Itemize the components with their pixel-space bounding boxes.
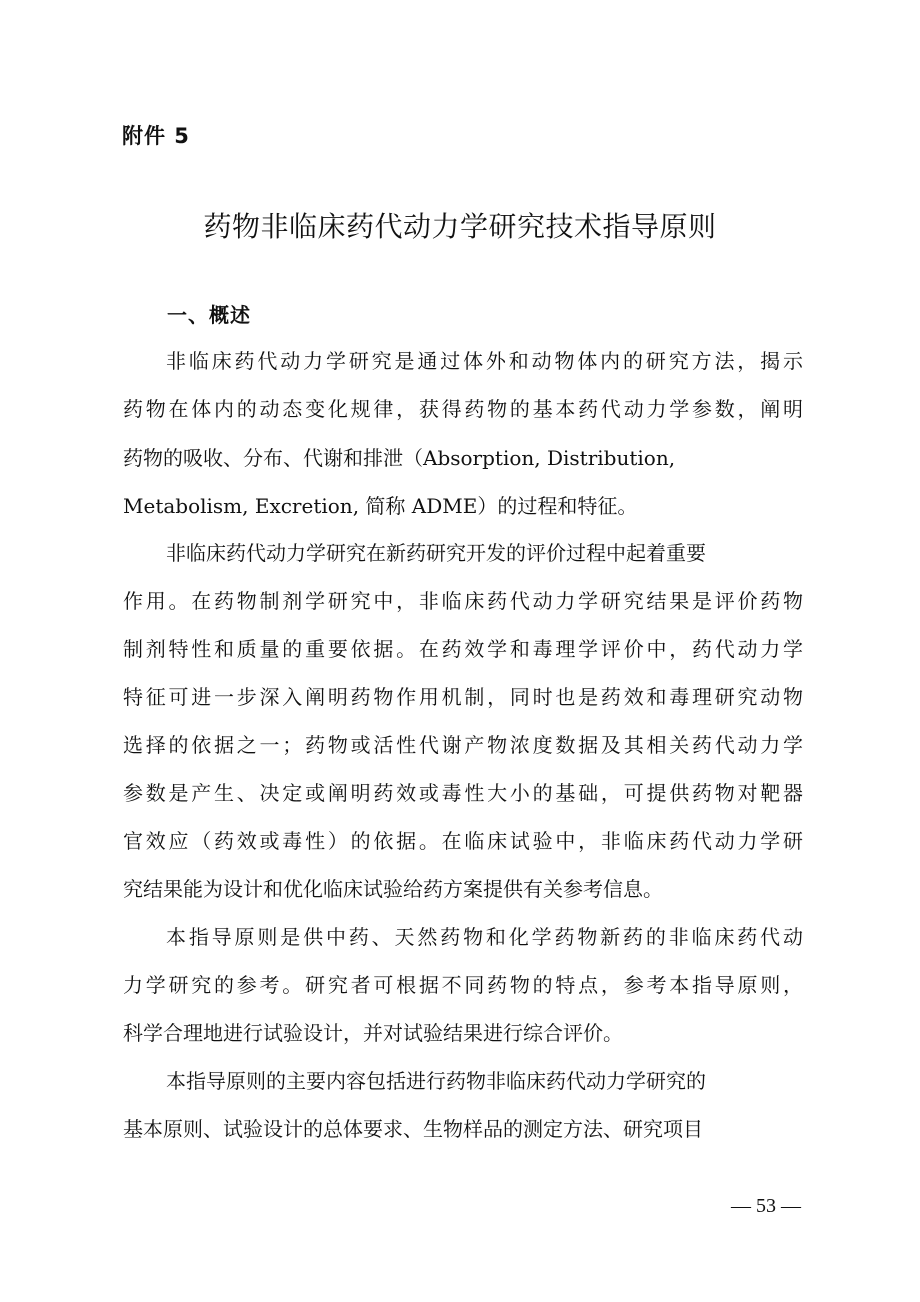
paragraph-2-line-6: 参数是产生、决定或阐明药效或毒性大小的基础，可提供药物对靶器 [123,781,803,805]
paragraph-3-line-2: 力学研究的参考。研究者可根据不同药物的特点，参考本指导原则， [123,973,803,997]
paragraph-2-line-8: 究结果能为设计和优化临床试验给药方案提供有关参考信息。 [123,877,663,901]
paragraph-4-line-1: 本指导原则的主要内容包括进行药物非临床药代动力学研究的 [166,1069,706,1093]
page-number: — 53 — [731,1195,801,1217]
paragraph-2-line-2: 作用。在药物制剂学研究中，非临床药代动力学研究结果是评价药物 [123,589,803,613]
paragraph-1-line-1: 非临床药代动力学研究是通过体外和动物体内的研究方法，揭示 [166,349,803,373]
attachment-label: 附件 5 [122,124,190,148]
paragraph-3-line-1: 本指导原则是供中药、天然药物和化学药物新药的非临床药代动 [166,925,803,949]
paragraph-1-line-4: Metabolism, Excretion, 简称 ADME）的过程和特征。 [123,494,638,518]
paragraph-2-line-3: 制剂特性和质量的重要依据。在药效学和毒理学评价中，药代动力学 [123,637,803,661]
paragraph-2-line-1: 非临床药代动力学研究在新药研究开发的评价过程中起着重要 [166,541,706,565]
paragraph-3-line-3: 科学合理地进行试验设计，并对试验结果进行综合评价。 [123,1021,623,1045]
paragraph-2-line-5: 选择的依据之一；药物或活性代谢产物浓度数据及其相关药代动力学 [123,733,803,757]
paragraph-4-line-2: 基本原则、试验设计的总体要求、生物样品的测定方法、研究项目 [123,1117,703,1141]
paragraph-1-line-3: 药物的吸收、分布、代谢和排泄（Absorption, Distribution, [123,446,676,470]
paragraph-1-line-2: 药物在体内的动态变化规律，获得药物的基本药代动力学参数，阐明 [123,397,803,421]
section-heading: 一、概述 [167,303,251,327]
paragraph-2-line-7: 官效应（药效或毒性）的依据。在临床试验中，非临床药代动力学研 [123,829,803,853]
paragraph-2-line-4: 特征可进一步深入阐明药物作用机制，同时也是药效和毒理研究动物 [123,685,803,709]
document-title: 药物非临床药代动力学研究技术指导原则 [203,210,717,243]
